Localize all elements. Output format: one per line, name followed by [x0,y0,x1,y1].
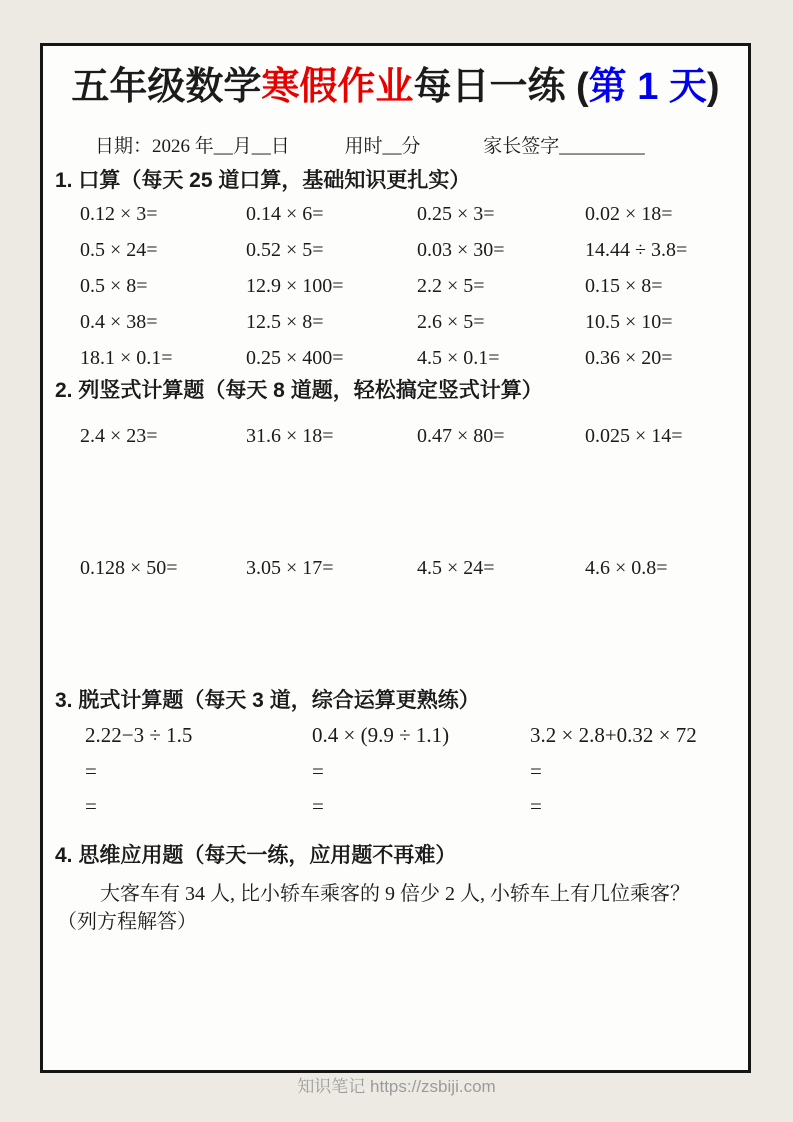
column-calc-cell: 3.05 × 17= [246,557,334,579]
oral-calc-cell: 0.36 × 20= [585,347,673,369]
oral-calc-cell: 2.6 × 5= [417,311,485,333]
section2-heading: 2. 列竖式计算题（每天 8 道题，轻松搞定竖式计算） [55,379,543,402]
word-problem [57,880,734,936]
step-calc-problem: 3.2 × 2.8+0.32 × 72 [530,723,697,747]
section1-heading: 1. 口算（每天 25 道口算，基础知识更扎实） [55,169,471,192]
column-calc-cell: 31.6 × 18= [246,425,334,447]
title-paren-open: ( [565,66,589,108]
column-calc-cell: 2.4 × 23= [80,425,158,447]
oral-calc-cell: 4.5 × 0.1= [417,347,500,369]
oral-calc-cell: 0.4 × 38= [80,311,158,333]
oral-calc-cell: 0.5 × 8= [80,275,148,297]
oral-calc-row [80,304,740,340]
oral-calc-cell: 18.1 × 0.1= [80,347,173,369]
worksheet-page [40,43,751,1073]
column-calc-cell: 4.5 × 24= [417,557,495,579]
column-calc-cell: 0.47 × 80= [417,425,505,447]
section3-problems [85,722,740,748]
section3-equals-row-2 [85,793,740,819]
equals-sign: = [312,794,324,818]
oral-calc-row [80,268,740,304]
section2-row-2 [80,555,740,581]
column-calc-cell: 4.6 × 0.8= [585,557,668,579]
date-blank: 日期：2026 年__月__日 [95,136,290,157]
worksheet-title [43,62,748,112]
oral-calc-cell: 0.25 × 400= [246,347,344,369]
watermark: 知识笔记 https://zsbiji.com [297,1077,496,1096]
title-daily-practice: 每日一练 [413,66,566,108]
step-calc-problem: 2.22−3 ÷ 1.5 [85,723,193,747]
oral-calc-row [80,196,740,232]
oral-calc-cell: 14.44 ÷ 3.8= [585,239,688,261]
oral-calc-cell: 12.9 × 100= [246,275,344,297]
title-holiday-highlight: 寒假作业 [261,66,414,108]
section4-heading: 4. 思维应用题（每天一练，应用题不再难） [55,844,457,867]
equals-sign: = [312,759,324,783]
oral-calc-row [80,340,740,376]
oral-calc-cell: 0.03 × 30= [417,239,505,261]
oral-calc-cell: 0.25 × 3= [417,203,495,225]
oral-calc-cell: 0.5 × 24= [80,239,158,261]
title-day-number: 第 1 天 [588,66,707,108]
oral-calc-cell: 10.5 × 10= [585,311,673,333]
title-grade-subject: 五年级数学 [71,66,262,108]
section2-row-1 [80,423,740,449]
equals-sign: = [530,759,542,783]
duration-blank: 用时__分 [344,136,421,157]
word-problem-line1: 大客车有 34 人, 比小轿车乘客的 9 倍少 2 人, 小轿车上有几位乘客？ [100,883,690,905]
oral-calc-cell: 0.15 × 8= [585,275,663,297]
equals-sign: = [85,759,97,783]
equals-sign: = [85,794,97,818]
oral-calc-cell: 0.02 × 18= [585,203,673,225]
section3-heading: 3. 脱式计算题（每天 3 道，综合运算更熟练） [55,689,480,712]
word-problem-line2: （列方程解答） [57,911,197,933]
step-calc-problem: 0.4 × (9.9 ÷ 1.1) [312,723,450,747]
column-calc-cell: 0.025 × 14= [585,425,683,447]
parent-signature-blank: 家长签字_________ [483,136,645,157]
oral-calc-cell: 12.5 × 8= [246,311,324,333]
oral-calc-row [80,232,740,268]
section3-equals-row-1 [85,758,740,784]
info-line [95,131,645,158]
oral-calc-cell: 0.14 × 6= [246,203,324,225]
oral-calc-cell: 2.2 × 5= [417,275,485,297]
column-calc-cell: 0.128 × 50= [80,557,178,579]
title-paren-close: ) [706,66,720,108]
equals-sign: = [530,794,542,818]
section1-problem-grid [80,196,740,376]
oral-calc-cell: 0.52 × 5= [246,239,324,261]
oral-calc-cell: 0.12 × 3= [80,203,158,225]
